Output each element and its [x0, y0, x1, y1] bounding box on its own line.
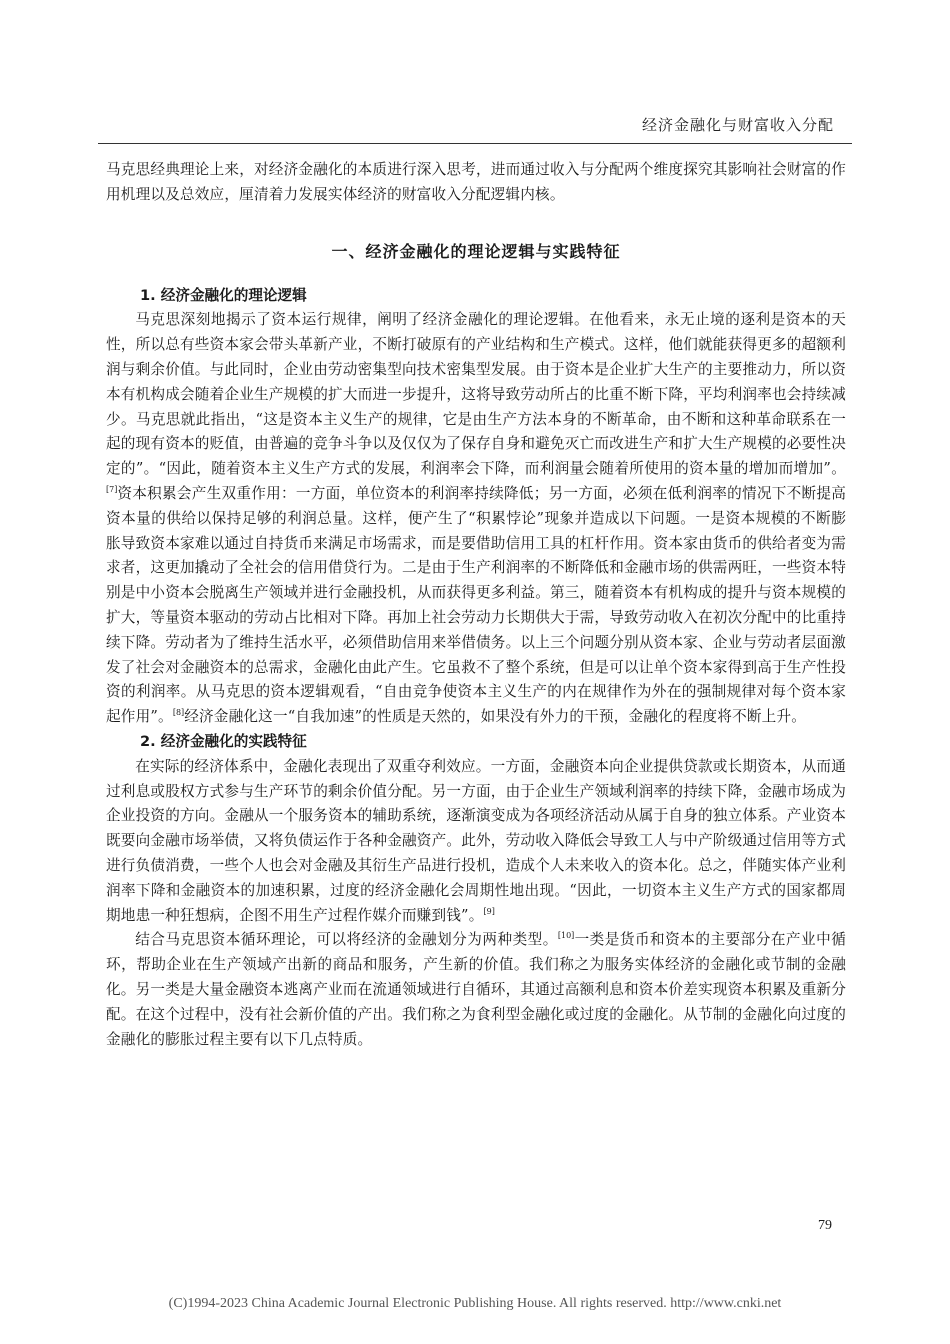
citation-10[interactable]: [10]: [557, 931, 575, 941]
article-body: [106, 158, 846, 1052]
paragraph-theory-logic: [106, 308, 846, 730]
subsection-heading-1: 1. 经济金融化的理论逻辑: [140, 286, 307, 304]
paragraph-text: 经济金融化这一“自我加速”的性质是天然的，如果没有外力的干预，金融化的程度将不断上升。: [184, 708, 807, 726]
paragraph-practice-features: [106, 755, 846, 929]
intro-paragraph: 马克思经典理论上来，对经济金融化的本质进行深入思考，进而通过收入与分配两个维度探究其影响社会财富的作用机理以及总效应，厘清着力发展实体经济的财富收入分配逻辑内核。: [106, 161, 846, 203]
section-title: 一、经济金融化的理论逻辑与实践特征: [331, 241, 621, 261]
header-rule: [98, 143, 852, 144]
running-header: 经济金融化与财富收入分配: [641, 116, 834, 134]
paragraph-text: 资本积累会产生双重作用：一方面，单位资本的利润率持续降低；另一方面，必须在低利润率的情况下不断提高资本量的供给以保持足够的利润总量。这样，便产生了“积累悖论”现象并造成以下问题。一是资本规模的不断膨胀导致资本家难以通过自持货币来满足市场需求，而是要借助信用工具的杠杆作用。资本家由货币的供给者变为需求者，这更加撬动了全社会的信用借贷行为。二是由于生产利润率的不断降低和金融市场的供需两旺，一些资本特别是中小资本会脱离生产领域并进行金融投机，从而获得更多利益。第三，随着资本有机构成的提升与资本规模的扩大，等量资本驱动的劳动占比相对下降。再加上社会劳动力长期供大于需，导致劳动收入在初次分配中的比重持续下降。劳动者为了维持生活水平，必须借助信用来举借债务。以上三个问题分别从资本家、企业与劳动者层面激发了社会对金融资本的总需求，金融化由此产生。它虽救不了整个系统，但是可以让单个资本家得到高于生产性投资的利润率。从马克思的资本逻辑观看，“自由竞争使资本主义生产的内在规律作为外在的强制规律对每个资本家起作用”。: [106, 484, 846, 726]
paragraph-text: 在实际的经济体系中，金融化表现出了双重夺利效应。一方面，金融资本向企业提供贷款或长期资本，从而通过利息或股权方式参与生产环节的剩余价值分配。另一方面，由于企业生产领域利润率的持续下降，金融市场成为企业投资的方向。金融从一个服务资本的辅助系统，逐渐演变成为各项经济活动从属于自身的独立体系。产业资本既要向金融市场举债，又将负债运作于各种金融资产。此外，劳动收入降低会导致工人与中产阶级通过信用等方式进行负债消费，一些个人也会对金融及其衍生产品进行投机，造成个人未来收入的资本化。总之，伴随实体产业利润率下降和金融资本的加速积累，过度的经济金融化会周期性地出现。“因此，一切资本主义生产方式的国家都周期地患一种狂想病，企图不用生产过程作媒介而赚到钱”。: [106, 757, 846, 924]
citation-7[interactable]: [7]: [106, 485, 118, 495]
page-number: 79: [818, 1218, 832, 1233]
citation-8[interactable]: [8]: [172, 708, 185, 718]
citation-9[interactable]: [9]: [483, 906, 495, 916]
subsection-heading-2: 2. 经济金融化的实践特征: [140, 732, 307, 750]
paragraph-two-types: [106, 928, 846, 1052]
copyright-footer: (C)1994-2023 China Academic Journal Electronic Publishing House. All rights reserved. http://www.cnki.net: [168, 1296, 782, 1311]
paragraph-text: 马克思深刻地揭示了资本运行规律，阐明了经济金融化的理论逻辑。在他看来，永无止境的逐利是资本的天性，所以总有些资本家会带头革新产业，不断打破原有的产业结构和生产模式。这样，他们就能获得更多的超额利润与剩余价值。与此同时，企业由劳动密集型向技术密集型发展。由于资本是企业扩大生产的主要推动力，所以资本有机构成会随着企业生产规模的扩大而进一步提升，这将导致劳动所占的比重不断下降，平均利润率也会持续减少。马克思就此指出，“这是资本主义生产的规律，它是由生产方法本身的不断革命，由不断和这种革命联系在一起的现有资本的贬值，由普遍的竞争斗争以及仅仅为了保存自身和避免灭亡而改进生产和扩大生产规模的必要性决定的”。“因此，随着资本主义生产方式的发展，利润率会下降，而利润量会随着所使用的资本量的增加而增加”。: [106, 311, 846, 478]
paragraph-text: 一类是货币和资本的主要部分在产业中循环，帮助企业在生产领域产出新的商品和服务，产生新的价值。我们称之为服务实体经济的金融化或节制的金融化。另一类是大量金融资本逃离产业而在流通领域进行自循环，其通过高额利息和资本价差实现资本积累及重新分配。在这个过程中，没有社会新价值的产出。我们称之为食利型金融化或过度的金融化。从节制的金融化向过度的金融化的膨胀过程主要有以下几点特质。: [106, 931, 846, 1048]
paragraph-text: 结合马克思资本循环理论，可以将经济的金融划分为两种类型。: [135, 931, 558, 949]
